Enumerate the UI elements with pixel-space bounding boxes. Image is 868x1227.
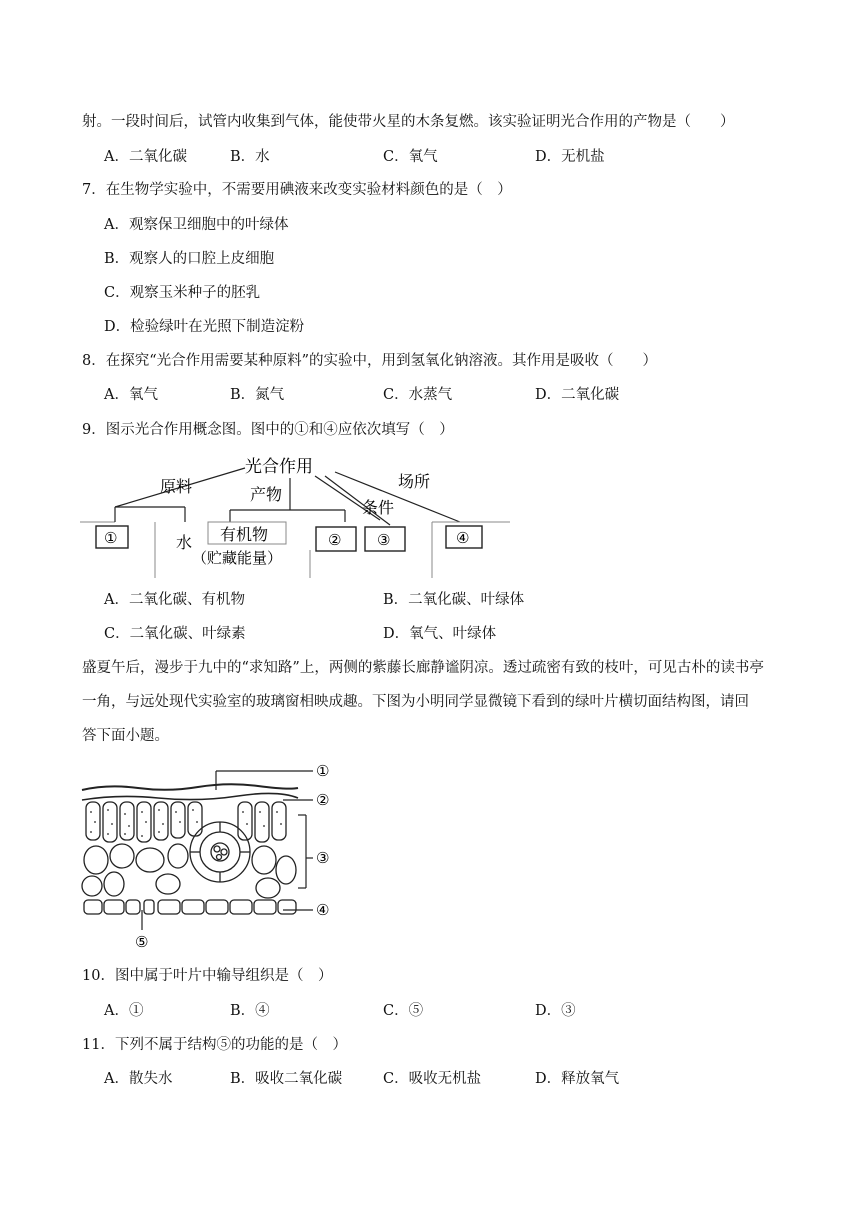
q8-option-c: C．水蒸气 bbox=[383, 387, 453, 403]
q10-option-b: B．④ bbox=[230, 1003, 270, 1019]
q10-option-c: C．⑤ bbox=[383, 1003, 424, 1019]
q9-option-c: C．二氧化碳、叶绿素 bbox=[104, 626, 246, 642]
q8-stem: 8．在探究“光合作用需要某种原料”的实验中，用到氢氧化钠溶液。其作用是吸收（ ） bbox=[82, 353, 658, 369]
q7-option-d: D．检验绿叶在光照下制造淀粉 bbox=[104, 319, 305, 335]
concept-box-3: ③ bbox=[377, 531, 391, 549]
q9-option-b: B．二氧化碳、叶绿体 bbox=[383, 592, 525, 608]
concept-box-2: ② bbox=[328, 531, 342, 549]
leaf-label-1: ① bbox=[316, 762, 330, 780]
q11-option-c: C．吸收无机盐 bbox=[383, 1071, 482, 1087]
q6-option-d: D．无机盐 bbox=[535, 149, 605, 165]
concept-water: 水 bbox=[176, 533, 193, 552]
q8-option-b: B．氮气 bbox=[230, 387, 285, 403]
passage-line-2: 一角，与远处现代实验室的玻璃窗相映成趣。下图为小明同学显微镜下看到的绿叶片横切面结构图，请回 bbox=[82, 694, 749, 710]
passage-line-1: 盛夏午后，漫步于九中的“求知路”上，两侧的紫藤长廊静谧阴凉。透过疏密有致的枝叶，可见古朴的读书亭 bbox=[82, 660, 764, 676]
concept-branch-condition: 条件 bbox=[362, 498, 395, 517]
q6-option-a: A．二氧化碳 bbox=[104, 149, 187, 165]
concept-energy: （贮藏能量） bbox=[192, 549, 283, 567]
concept-organic: 有机物 bbox=[220, 525, 269, 544]
q7-option-c: C．观察玉米种子的胚乳 bbox=[104, 285, 261, 301]
q9-option-d: D．氧气、叶绿体 bbox=[383, 626, 497, 642]
concept-center: 光合作用 bbox=[245, 457, 313, 477]
q6-option-c: C．氧气 bbox=[383, 149, 438, 165]
q8-option-d: D．二氧化碳 bbox=[535, 387, 620, 403]
leaf-label-2: ② bbox=[316, 791, 330, 809]
q9-stem: 9．图示光合作用概念图。图中的①和④应依次填写（ ） bbox=[82, 422, 454, 438]
q10-stem: 10．图中属于叶片中输导组织是（ ） bbox=[82, 968, 333, 984]
q6-continuation: 射。一段时间后，试管内收集到气体，能使带火星的木条复燃。该实验证明光合作用的产物是（ ） bbox=[82, 114, 735, 130]
concept-box-1: ① bbox=[104, 529, 118, 547]
leaf-cross-section-figure bbox=[78, 760, 348, 955]
q11-option-d: D．释放氧气 bbox=[535, 1071, 620, 1087]
concept-branch-raw: 原料 bbox=[160, 477, 193, 496]
passage-line-3: 答下面小题。 bbox=[82, 728, 169, 744]
q11-stem: 11．下列不属于结构⑤的功能的是（ ） bbox=[82, 1037, 347, 1053]
q11-option-a: A．散失水 bbox=[104, 1071, 173, 1087]
q7-option-b: B．观察人的口腔上皮细胞 bbox=[104, 251, 275, 267]
q9-option-a: A．二氧化碳、有机物 bbox=[104, 592, 245, 608]
leaf-label-3: ③ bbox=[316, 849, 330, 867]
leaf-label-4: ④ bbox=[316, 901, 330, 919]
concept-branch-place: 场所 bbox=[398, 472, 431, 491]
q6-option-b: B．水 bbox=[230, 149, 270, 165]
q11-option-b: B．吸收二氧化碳 bbox=[230, 1071, 343, 1087]
q7-option-a: A．观察保卫细胞中的叶绿体 bbox=[104, 217, 289, 233]
concept-branch-product: 产物 bbox=[250, 485, 283, 504]
q7-stem: 7．在生物学实验中，不需要用碘液来改变实验材料颜色的是（ ） bbox=[82, 182, 512, 198]
q8-option-a: A．氧气 bbox=[104, 387, 158, 403]
concept-box-4: ④ bbox=[456, 529, 470, 547]
leaf-label-5: ⑤ bbox=[135, 933, 149, 951]
photosynthesis-concept-map bbox=[80, 450, 520, 580]
q10-option-a: A．① bbox=[104, 1003, 144, 1019]
q10-option-d: D．③ bbox=[535, 1003, 576, 1019]
